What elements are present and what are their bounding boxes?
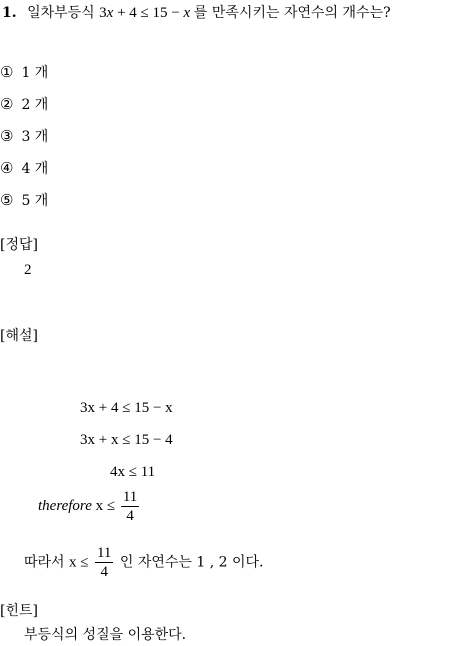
option-5[interactable] — [0, 190, 48, 210]
question-line — [2, 2, 391, 22]
fraction-denominator: 4 — [126, 508, 134, 524]
question-prefix: 일차부등식 — [27, 5, 95, 21]
option-text: 4 개 — [21, 161, 49, 177]
explanation-line-4 — [38, 488, 141, 525]
hint-label: [힌트] — [0, 603, 38, 619]
conclusion-suffix: 인 자연수는 1 , 2 이다. — [119, 554, 264, 571]
fraction-denominator: 4 — [100, 564, 108, 580]
fraction-numerator: 11 — [96, 545, 112, 561]
hint-text: 부등식의 성질을 이용한다. — [24, 627, 187, 643]
option-3[interactable] — [0, 126, 48, 146]
therefore-word: therefore — [38, 497, 92, 514]
fraction-numerator: 11 — [122, 489, 138, 505]
answer-label: [정답] — [0, 237, 38, 253]
therefore-var: x ≤ — [95, 497, 116, 514]
option-2[interactable] — [0, 94, 48, 114]
conclusion-prefix: 따라서 — [24, 554, 65, 571]
option-1[interactable] — [0, 62, 48, 82]
answer-value: 2 — [24, 262, 32, 278]
fraction — [121, 488, 139, 525]
option-text: 5 개 — [21, 193, 49, 209]
question-suffix: 를 만족시키는 자연수의 개수는? — [193, 5, 391, 21]
option-marker: ③ — [0, 127, 14, 145]
conclusion-fraction — [95, 544, 113, 581]
option-marker: ① — [0, 63, 14, 81]
option-text: 1 개 — [21, 65, 49, 81]
conclusion-line — [24, 544, 264, 581]
explanation-line-1: 3x + 4 ≤ 15 − x — [80, 400, 173, 416]
option-marker: ④ — [0, 159, 14, 177]
option-marker: ② — [0, 95, 14, 113]
question-number: 1. — [2, 5, 17, 21]
option-4[interactable] — [0, 158, 48, 178]
option-marker: ⑤ — [0, 191, 14, 209]
question-expression: 3x + 4 ≤ 15 − x — [99, 5, 191, 21]
explanation-line-3: 4x ≤ 11 — [110, 464, 156, 480]
explanation-line-2: 3x + x ≤ 15 − 4 — [80, 432, 173, 448]
conclusion-var: x ≤ — [69, 554, 89, 571]
option-text: 3 개 — [21, 129, 49, 145]
explanation-label: [해설] — [0, 328, 38, 344]
option-text: 2 개 — [21, 97, 49, 113]
